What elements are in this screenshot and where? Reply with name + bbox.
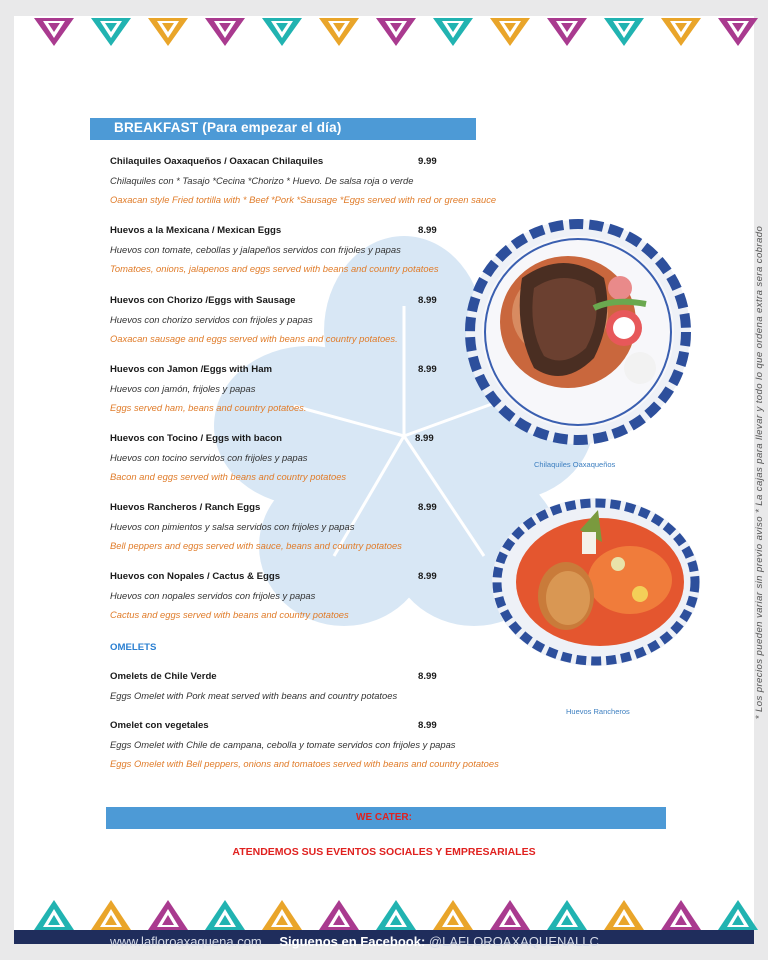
item-english-description: Oaxacan style Fried tortilla with * Beef *Pork *Sausage *Eggs served with red or green sauce	[110, 194, 497, 205]
item-price: 8.99	[418, 364, 437, 375]
item-english-description: Oaxacan sausage and eggs served with beans and country potatoes.	[110, 333, 398, 344]
chilaquiles-photo	[464, 218, 692, 446]
item-description: Chilaquiles con * Tasajo *Cecina *Chorizo * Huevo. De salsa roja o verde	[110, 175, 414, 186]
item-price: 8.99	[418, 671, 437, 682]
website-link[interactable]: www.lafloroaxaquena.com	[110, 934, 262, 949]
item-description: Huevos con nopales servidos con frijoles y papas	[110, 590, 316, 601]
item-name: Huevos con Chorizo /Eggs with Sausage	[110, 295, 296, 306]
item-name: Huevos con Nopales / Cactus & Eggs	[110, 571, 281, 582]
item-description: Eggs Omelet with Pork meat served with beans and country potatoes	[110, 690, 398, 701]
facebook-label: Siguenos en Facebook:	[279, 934, 426, 949]
photo-caption-rancheros: Huevos Rancheros	[566, 707, 630, 716]
catering-subtitle: ATENDEMOS SUS EVENTOS SOCIALES Y EMPRESARIALES	[232, 846, 536, 858]
item-price: 8.99	[415, 433, 434, 444]
catering-title: WE CATER:	[356, 812, 412, 823]
item-english-description: Eggs Omelet with Bell peppers, onions and tomatoes served with beans and country potatoes	[110, 758, 499, 769]
item-name: Huevos con Jamon /Eggs with Ham	[110, 364, 273, 375]
omelets-heading: OMELETS	[110, 642, 157, 653]
item-price: 9.99	[418, 156, 437, 167]
price-disclaimer-text: * Los precios pueden variar sin previo aviso * La cajas para llevar y todo lo que ordena extra sera cobrado	[754, 225, 766, 719]
item-description: Huevos con tocino servidos con frijoles y papas	[110, 452, 308, 463]
menu-item	[110, 225, 439, 274]
item-name: Omelets de Chile Verde	[110, 671, 217, 682]
menu-item	[110, 502, 437, 551]
item-english-description: Bacon and eggs served with beans and country potatoes	[110, 471, 347, 482]
item-price: 8.99	[418, 295, 437, 306]
menu-item	[110, 156, 496, 205]
menu-item	[110, 671, 437, 701]
item-description: Eggs Omelet with Chile de campana, cebolla y tomate servidos con frijoles y papas	[110, 739, 456, 750]
facebook-handle-link[interactable]: @LAFLOROAXAQUENALLC	[428, 934, 599, 949]
huevos-rancheros-photo	[490, 496, 702, 668]
menu-item	[110, 295, 437, 344]
item-english-description: Tomatoes, onions, jalapenos and eggs served with beans and country potatoes	[110, 263, 439, 274]
footer	[110, 934, 599, 949]
item-english-description: Eggs served ham, beans and country potatoes.	[110, 402, 307, 413]
item-price: 8.99	[418, 502, 437, 513]
item-description: Huevos con chorizo servidos con frijoles y papas	[110, 314, 313, 325]
item-price: 8.99	[418, 225, 437, 236]
item-english-description: Cactus and eggs served with beans and country potatoes	[110, 609, 349, 620]
item-name: Huevos con Tocino / Eggs with bacon	[110, 433, 282, 444]
item-description: Huevos con tomate, cebollas y jalapeños servidos con frijoles y papas	[110, 244, 401, 255]
item-price: 8.99	[418, 571, 437, 582]
menu-item	[110, 433, 434, 482]
menu-item	[110, 364, 437, 413]
item-description: Huevos con pimientos y salsa servidos con frijoles y papas	[110, 521, 355, 532]
menu-item	[110, 720, 499, 769]
photo-caption-chilaquiles: Chilaquiles Oaxaqueños	[534, 460, 616, 469]
menu-item	[110, 571, 437, 620]
item-name: Omelet con vegetales	[110, 720, 209, 731]
item-name: Huevos a la Mexicana / Mexican Eggs	[110, 225, 282, 236]
top-pattern-border	[14, 16, 754, 52]
item-description: Huevos con jamón, frijoles y papas	[110, 383, 256, 394]
price-disclaimer	[752, 192, 768, 752]
item-price: 8.99	[418, 720, 437, 731]
item-name: Huevos Rancheros / Ranch Eggs	[110, 502, 261, 513]
section-title: BREAKFAST (Para empezar el día)	[114, 120, 342, 135]
item-name: Chilaquiles Oaxaqueños / Oaxacan Chilaquiles	[110, 156, 324, 167]
item-english-description: Bell peppers and eggs served with sauce, beans and country potatoes	[110, 540, 402, 551]
